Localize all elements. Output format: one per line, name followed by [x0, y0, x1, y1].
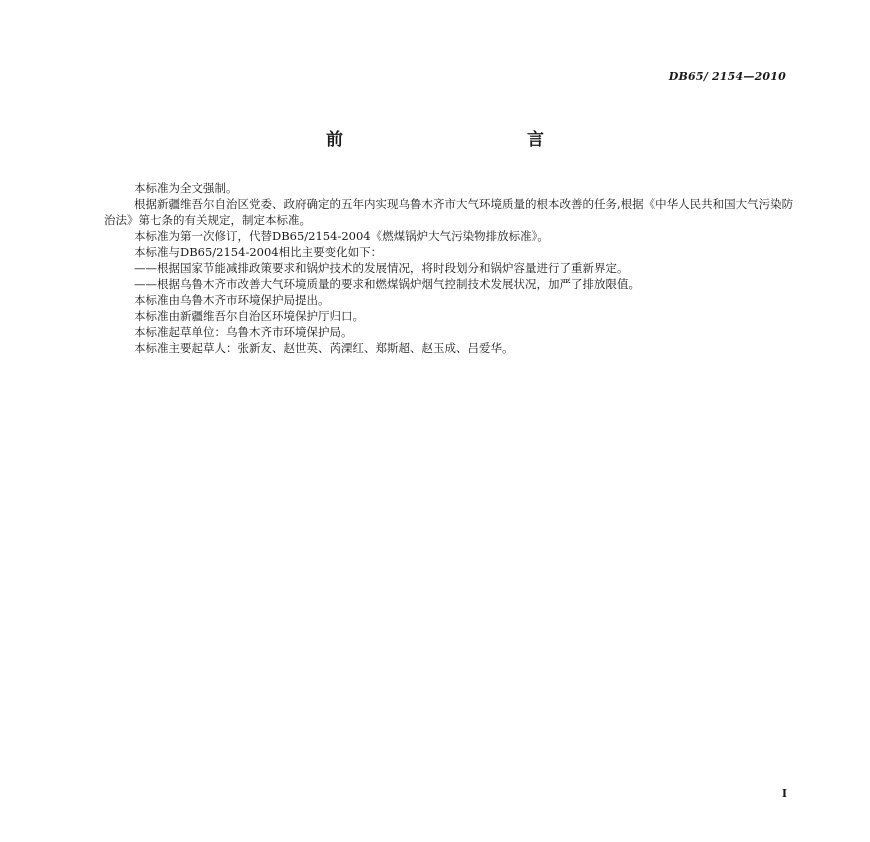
paragraph-managed-by: 本标准由新疆维吾尔自治区环境保护厅归口。 — [134, 309, 364, 323]
page-number: I — [781, 787, 787, 800]
foreword-body — [104, 180, 794, 356]
paragraph-mandatory: 本标准为全文强制。 — [134, 181, 238, 195]
paragraph-drafters: 本标准主要起草人：张新友、赵世英、芮溧红、郑斯超、赵玉成、吕爱华。 — [134, 341, 514, 355]
paragraph-proposed-by: 本标准由乌鲁木齐市环境保护局提出。 — [134, 293, 330, 307]
paragraph-basis: 根据新疆维吾尔自治区党委、政府确定的五年内实现乌鲁木齐市大气环境质量的根本改善的任务,根据《中华人民共和国大气污染防治法》第七条的有关规定，制定本标准。 — [104, 197, 794, 227]
standard-code: DB65/ 2154—2010 — [668, 70, 786, 83]
paragraph-change-1: ——根据国家节能减排政策要求和锅炉技术的发展情况，将时段划分和锅炉容量进行了重新界定。 — [134, 261, 629, 275]
paragraph-drafting-unit: 本标准起草单位：乌鲁木齐市环境保护局。 — [134, 325, 353, 339]
page-title: 前 言 — [326, 130, 594, 150]
paragraph-revision: 本标准为第一次修订，代替DB65/2154-2004《燃煤锅炉大气污染物排放标准》。 — [134, 229, 549, 243]
paragraph-change-2: ——根据乌鲁木齐市改善大气环境质量的要求和燃煤锅炉烟气控制技术发展状况，加严了排放限值。 — [134, 277, 640, 291]
paragraph-changes-intro: 本标准与DB65/2154-2004相比主要变化如下： — [134, 245, 383, 259]
